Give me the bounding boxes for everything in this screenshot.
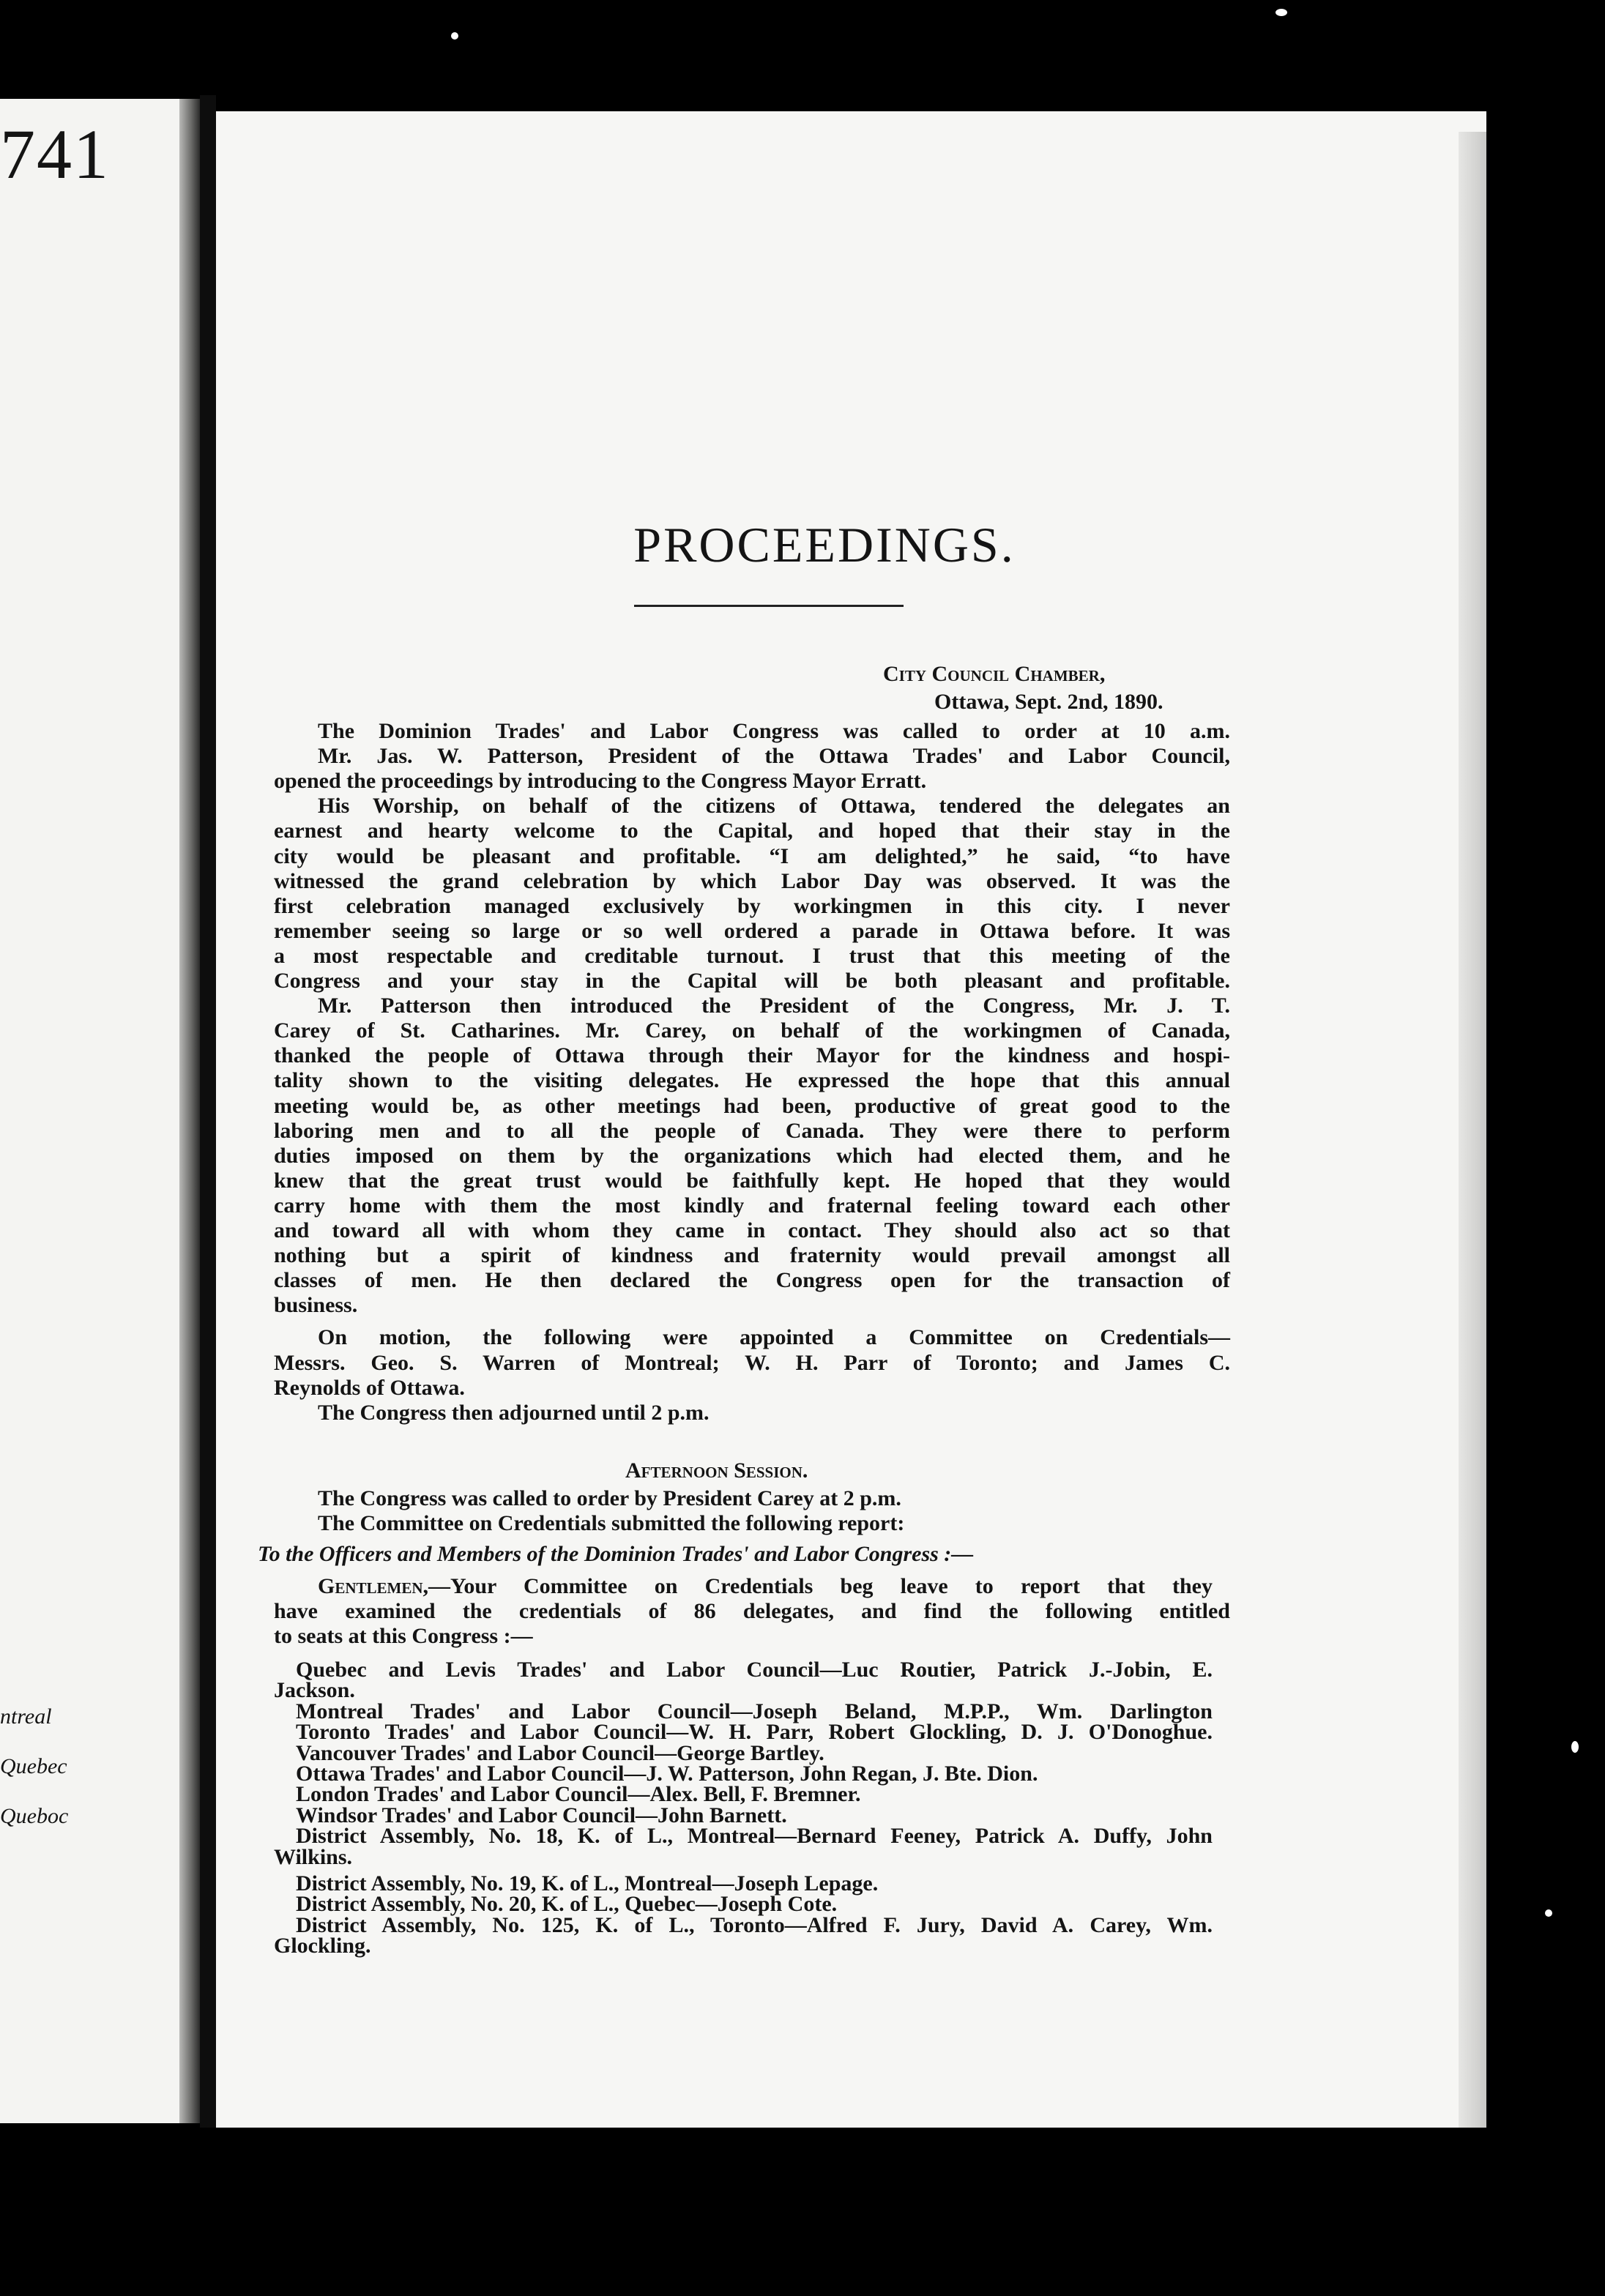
scan-speck bbox=[451, 32, 458, 40]
text-line: Glockling. bbox=[274, 1934, 371, 1958]
text-line: remember seeing so large or so well ordered a parade in Ottawa before. It was bbox=[274, 919, 1230, 943]
afternoon-line: The Congress was called to order by President Carey at 2 p.m. bbox=[318, 1486, 901, 1510]
text-line: Reynolds of Ottawa. bbox=[274, 1376, 465, 1400]
page-title: PROCEEDINGS. bbox=[633, 517, 1016, 573]
afternoon-heading: Afternoon Session. bbox=[625, 1458, 808, 1483]
text-line: Montreal Trades' and Labor Council—Joseph Beland, M.P.P., Wm. Darlington bbox=[296, 1699, 1213, 1723]
text-line: London Trades' and Labor Council—Alex. Bell, F. Bremner. bbox=[296, 1782, 861, 1806]
text-line: Windsor Trades' and Labor Council—John Barnett. bbox=[296, 1803, 787, 1827]
heading-date: Ottawa, Sept. 2nd, 1890. bbox=[934, 690, 1163, 714]
text-line: first celebration managed exclusively by workingmen in this city. I never bbox=[274, 894, 1230, 918]
report-salutation: Gentlemen, bbox=[318, 1574, 429, 1598]
text-line: Mr. Jas. W. Patterson, President of the Ottawa Trades' and Labor Council, bbox=[318, 744, 1230, 768]
left-margin-word: Quebec bbox=[0, 1754, 67, 1778]
text-line: laboring men and to all the people of Canada. They were there to perform bbox=[274, 1119, 1230, 1143]
text-line: District Assembly, No. 20, K. of L., Quebec—Joseph Cote. bbox=[296, 1892, 838, 1916]
page-edge bbox=[1459, 132, 1486, 2128]
text-line: Wilkins. bbox=[274, 1845, 353, 1869]
text-line: The Dominion Trades' and Labor Congress was called to order at 10 a.m. bbox=[318, 719, 1230, 743]
text-line: Carey of St. Catharines. Mr. Carey, on behalf of the workingmen of Canada, bbox=[274, 1018, 1230, 1043]
text-line: meeting would be, as other meetings had been, productive of great good to the bbox=[274, 1094, 1230, 1118]
text-line: classes of men. He then declared the Congress open for the transaction of bbox=[274, 1268, 1230, 1292]
text-line: nothing but a spirit of kindness and fraternity would prevail amongst all bbox=[274, 1243, 1230, 1267]
text-line: witnessed the grand celebration by which Labor Day was observed. It was the bbox=[274, 869, 1230, 893]
text-line: District Assembly, No. 125, K. of L., Toronto—Alfred F. Jury, David A. Carey, Wm. bbox=[296, 1913, 1213, 1937]
scan-speck bbox=[1571, 1741, 1579, 1753]
text-line: Jackson. bbox=[274, 1678, 355, 1702]
text-line: and toward all with whom they came in contact. They should also act so that bbox=[274, 1218, 1230, 1242]
report-line: to seats at this Congress :— bbox=[274, 1624, 533, 1648]
text-line: Messrs. Geo. S. Warren of Montreal; W. H. Parr of Toronto; and James C. bbox=[274, 1351, 1230, 1375]
report-line bbox=[318, 1574, 1213, 1599]
report-address: To the Officers and Members of the Dominion Trades' and Labor Congress :— bbox=[258, 1542, 974, 1566]
text-line: District Assembly, No. 18, K. of L., Montreal—Bernard Feeney, Patrick A. Duffy, John bbox=[296, 1824, 1213, 1848]
binding-shadow bbox=[179, 99, 200, 2123]
scan-speck bbox=[1545, 1909, 1552, 1917]
text-line: His Worship, on behalf of the citizens of Ottawa, tendered the delegates an bbox=[318, 794, 1230, 818]
text-line: business. bbox=[274, 1293, 358, 1317]
text-line: Vancouver Trades' and Labor Council—George Bartley. bbox=[296, 1741, 824, 1765]
left-margin-word: Queboc bbox=[0, 1804, 69, 1828]
text-line: District Assembly, No. 19, K. of L., Montreal—Joseph Lepage. bbox=[296, 1871, 879, 1896]
text-line: tality shown to the visiting delegates. He expressed the hope that this annual bbox=[274, 1068, 1230, 1092]
left-margin-word: ntreal bbox=[0, 1704, 52, 1729]
report-line: have examined the credentials of 86 delegates, and find the following entitled bbox=[274, 1599, 1230, 1623]
afternoon-line: The Committee on Credentials submitted the following report: bbox=[318, 1511, 905, 1535]
text-line: a most respectable and creditable turnout. I trust that this meeting of the bbox=[274, 944, 1230, 968]
left-page-number: 741 bbox=[0, 115, 110, 193]
text-line: Ottawa Trades' and Labor Council—J. W. Patterson, John Regan, J. Bte. Dion. bbox=[296, 1762, 1038, 1786]
text-line: The Congress then adjourned until 2 p.m. bbox=[318, 1401, 710, 1425]
gutter bbox=[200, 95, 216, 2128]
text-line: knew that the great trust would be faithfully kept. He hoped that they would bbox=[274, 1168, 1230, 1193]
text-line: thanked the people of Ottawa through their Mayor for the kindness and hospi- bbox=[274, 1043, 1230, 1067]
title-rule bbox=[634, 605, 904, 607]
text-line: Mr. Patterson then introduced the President of the Congress, Mr. J. T. bbox=[318, 994, 1230, 1018]
text-line: Congress and your stay in the Capital will be both pleasant and profitable. bbox=[274, 969, 1230, 993]
text-line: On motion, the following were appointed a Committee on Credentials— bbox=[318, 1325, 1230, 1349]
text-line: Quebec and Levis Trades' and Labor Council—Luc Routier, Patrick J.-Jobin, E. bbox=[296, 1658, 1213, 1682]
text-line: earnest and hearty welcome to the Capital, and hoped that their stay in the bbox=[274, 819, 1230, 843]
text-line: duties imposed on them by the organizations which had elected them, and he bbox=[274, 1144, 1230, 1168]
text-line: opened the proceedings by introducing to the Congress Mayor Erratt. bbox=[274, 769, 927, 793]
text-line: carry home with them the most kindly and fraternal feeling toward each other bbox=[274, 1193, 1230, 1218]
heading-place: City Council Chamber, bbox=[883, 662, 1106, 686]
report-line-text: —Your Committee on Credentials beg leave to report that they bbox=[428, 1574, 1213, 1598]
scan-speck bbox=[1276, 9, 1287, 16]
text-line: city would be pleasant and profitable. “I am delighted,” he said, “to have bbox=[274, 844, 1230, 868]
text-line: Toronto Trades' and Labor Council—W. H. Parr, Robert Glockling, D. J. O'Donoghue. bbox=[296, 1720, 1213, 1744]
